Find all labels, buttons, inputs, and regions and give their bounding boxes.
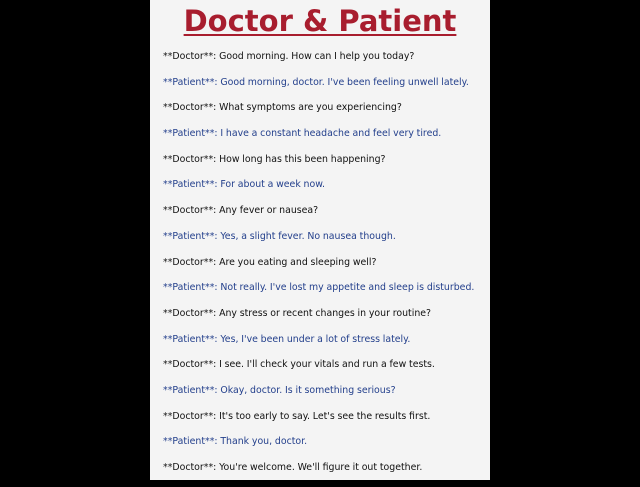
- dialogue-line: **Patient**: For about a week now.: [163, 179, 325, 191]
- dialogue-line: **Patient**: Thank you, doctor.: [163, 436, 308, 448]
- dialogue-line: **Doctor**: Good morning. How can I help you today?: [163, 51, 415, 62]
- dialogue-line: **Doctor**: I see. I'll check your vitals and run a few tests.: [163, 359, 435, 371]
- dialogue-line: **Doctor**: What symptoms are you experiencing?: [163, 102, 402, 114]
- dialogue-line: **Patient**: Okay, doctor. Is it something serious?: [163, 384, 396, 396]
- dialogue-line: **Patient**: Good morning, doctor. I've been feeling unwell lately.: [163, 76, 469, 88]
- dialogue-line: **Doctor**: Are you eating and sleeping well?: [163, 256, 377, 268]
- dialogue-line: **Patient**: Yes, a slight fever. No nausea though.: [163, 230, 396, 242]
- page-title: Doctor & Patient: [183, 4, 457, 38]
- dialogue-line: **Patient**: Not really. I've lost my appetite and sleep is disturbed.: [163, 282, 475, 294]
- dialogue-line: **Patient**: I have a constant headache and feel very tired.: [163, 128, 442, 140]
- dialogue-line: **Doctor**: Any stress or recent changes in your routine?: [163, 307, 432, 319]
- dialogue-line: **Doctor**: You're welcome. We'll figure it out together.: [163, 462, 423, 473]
- dialogue-list: [163, 50, 488, 487]
- dialogue-line: **Patient**: Yes, I've been under a lot of stress lately.: [163, 333, 411, 345]
- document-page: [150, 0, 490, 480]
- dialogue-line: **Doctor**: It's too early to say. Let's see the results first.: [163, 410, 431, 422]
- dialogue-line: **Doctor**: Any fever or nausea?: [163, 205, 319, 217]
- dialogue-line: **Doctor**: How long has this been happening?: [163, 153, 386, 165]
